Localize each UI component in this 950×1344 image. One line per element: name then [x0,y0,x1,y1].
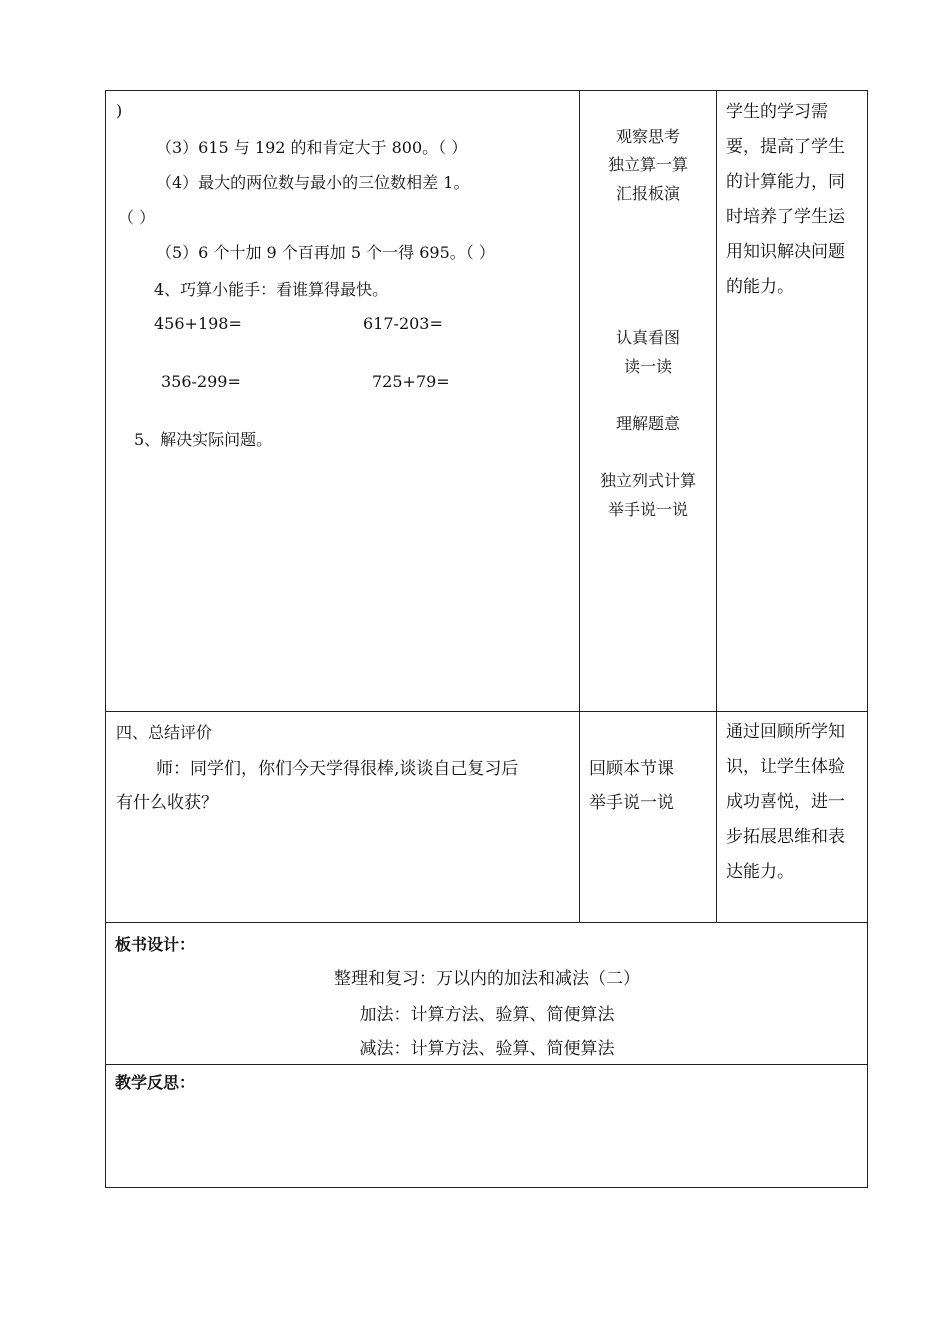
question-text: ) [116,101,123,120]
board-line: 减法：计算方法、验算、简便算法 [359,1039,615,1059]
reflection-label: 教学反思： [115,1073,196,1092]
section-title: 四、总结评价 [116,723,213,742]
question-title: 5、解决实际问题。 [134,430,273,449]
math-expression: 725+79= [372,372,450,391]
math-expression: 617-203= [363,314,443,333]
activity-text: 读一读 [623,357,672,376]
activity-text: 认真看图 [615,328,680,347]
teacher-text: 有什么收获？ [116,793,218,813]
board-design-label: 板书设计： [115,935,196,954]
activity-text: 举手说一说 [589,793,674,813]
teacher-text: 师：同学们，你们今天学得很棒,谈谈自己复习后 [156,759,519,779]
row-divider [105,922,868,923]
activity-text: 观察思考 [615,127,680,146]
activity-text: 理解题意 [615,414,680,433]
activity-text: 汇报板演 [615,184,680,203]
row-divider [105,711,868,712]
math-expression: 356-299= [161,372,241,391]
math-expression: 456+198= [154,314,242,333]
activity-text: 独立算一算 [607,155,688,174]
question-text: （3）615 与 192 的和肯定大于 800。（ ） [156,138,468,157]
column-divider [716,90,717,922]
intent-text: 通过回顾所学知识，让学生体验成功喜悦，进一步拓展思维和表达能力。 [726,722,845,882]
board-title: 整理和复习：万以内的加法和减法（二） [334,969,640,989]
board-line: 加法：计算方法、验算、简便算法 [359,1005,615,1025]
question-text: （5）6 个十加 9 个百再加 5 个一得 695。（ ） [156,243,495,262]
activity-text: 回顾本节课 [589,759,674,779]
row-divider [105,1064,868,1065]
activity-text: 举手说一说 [607,500,688,519]
intent-text: 学生的学习需要，提高了学生的计算能力，同时培养了学生运用知识解决问题的能力。 [726,102,845,297]
question-title: 4、巧算小能手：看谁算得最快。 [154,280,389,299]
question-text: （ ） [118,208,156,227]
activity-text: 独立列式计算 [599,471,696,490]
question-text: （4）最大的两位数与最小的三位数相差 1。 [156,173,470,192]
